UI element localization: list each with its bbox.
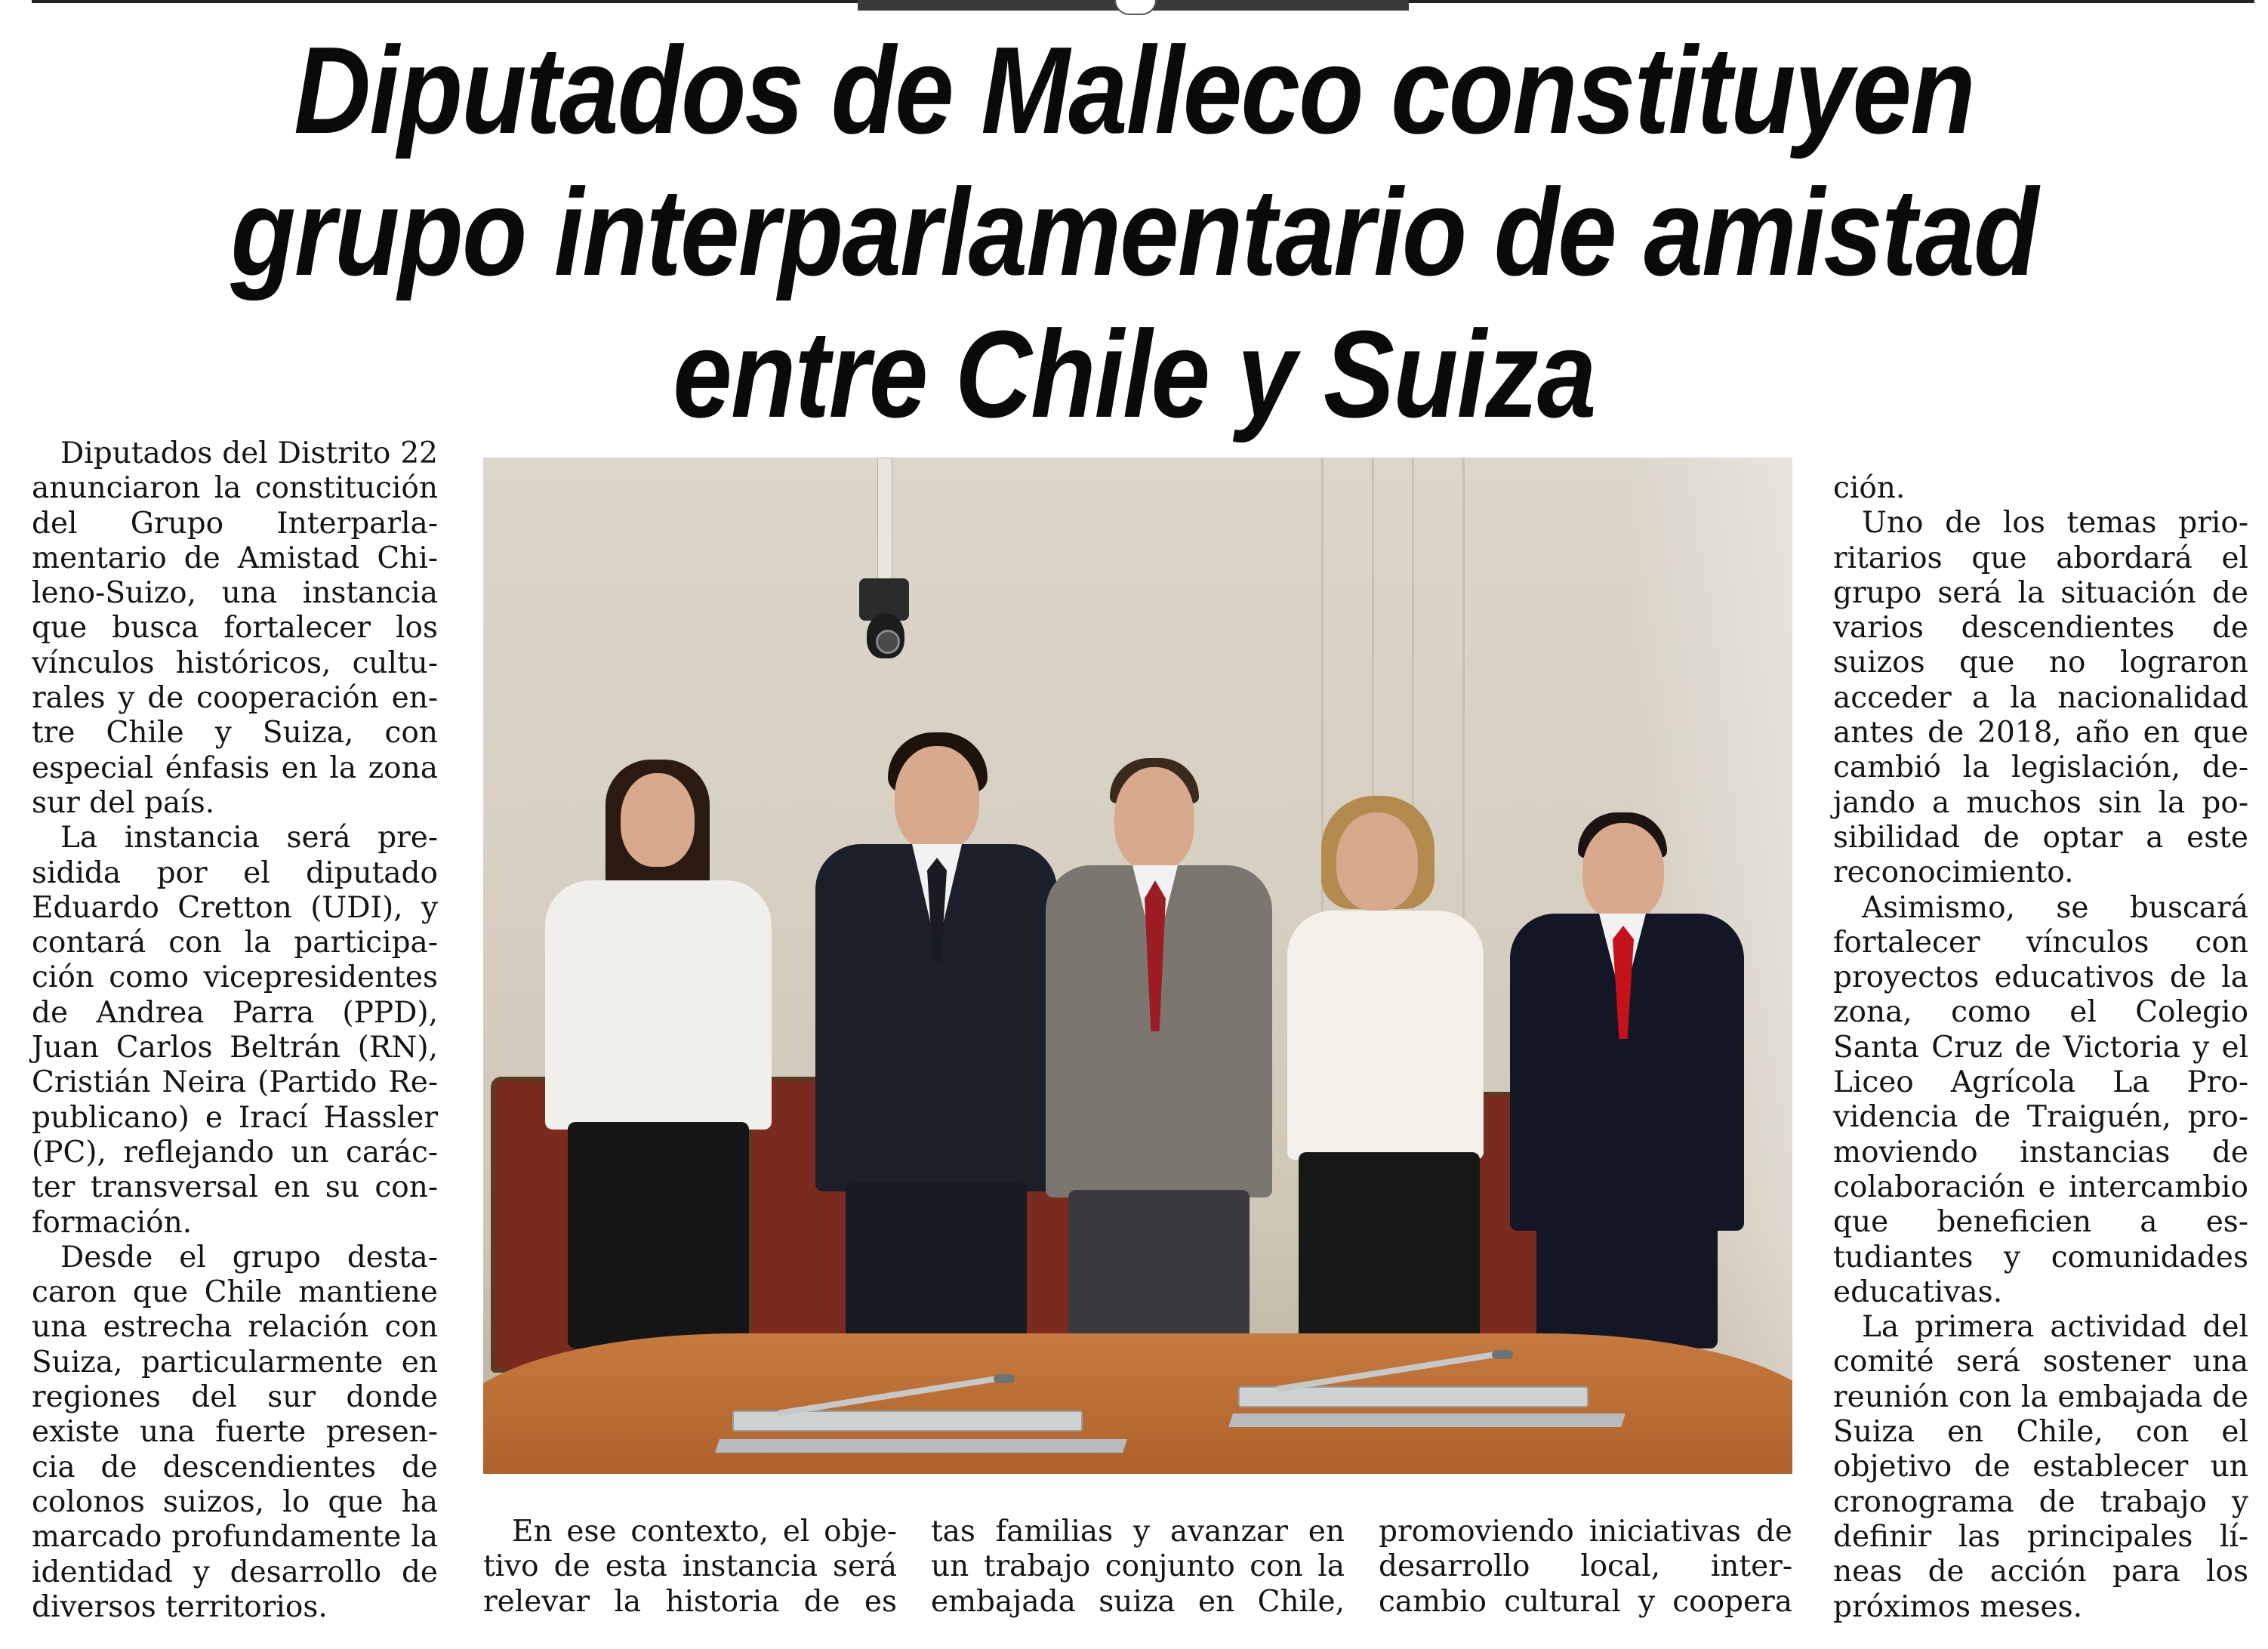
- paragraph: Uno de los temas prioritarios que abordará el grupo será la situación de varios descendientes de suizos que no lograron acceder a la nacionalidad antes de 2018, año en que cambió la legislación, dejando a muchos sin la posibilidad de optar a este reconocimiento.: [1833, 506, 2248, 890]
- article-column-3: [931, 1515, 1345, 1620]
- paragraph: ción.: [1833, 471, 1906, 505]
- paragraph: La instancia será presidida por el diputado Eduardo Cretton (UDI), y contará con la participación como vicepresidentes de Andrea Parra (PPD), Juan Carlos Beltrán (RN), Cristián Neira (Partido Republicano) e Iracı́ Hassler (PC), reflejando un carácter transversal en su conformación.: [32, 821, 438, 1240]
- headline-line-2: grupo interparlamentario de amistad: [230, 163, 2038, 301]
- paragraph: En ese contexto, el objetivo de esta instancia será relevar la historia de es: [483, 1515, 897, 1619]
- paragraph: promoviendo iniciativas de desarrollo local, intercambio cultural y coopera: [1379, 1515, 1792, 1619]
- paragraph: Diputados del Distrito 22 anunciaron la constitución del Grupo Interparlamentario de Amistad Chileno-Suizo, una instancia que busca fortalecer los vínculos históricos, culturales y de cooperación entre Chile y Suiza, con especial énfasis en la zona sur del país.: [32, 436, 438, 820]
- article-column-5: [1833, 471, 2248, 1625]
- paragraph: La primera actividad del comité será sostener una reunión con la embajada de Suiza en Chile, con el objetivo de establecer un cronograma de trabajo y definir las principales líneas de acción para los próximos meses.: [1833, 1310, 2248, 1624]
- headline-line-3: entre Chile y Suiza: [673, 305, 1595, 443]
- headline: [185, 20, 2084, 445]
- emblem-icon: [1114, 0, 1157, 15]
- article-column-2: [483, 1515, 897, 1620]
- conference-table: [483, 1333, 1792, 1474]
- paragraph: tas familias y avanzar en un trabajo conjunto con la embajada suiza en Chile,: [931, 1515, 1345, 1619]
- news-photo: [483, 458, 1792, 1474]
- camera-mount: [877, 458, 892, 587]
- headline-line-1: Diputados de Malleco constituyen: [294, 21, 1974, 159]
- paragraph: Desde el grupo destacaron que Chile mantiene una estrecha relación con Suiza, particularmente en regiones del sur donde existe una fuerte presencia de descendientes de colonos suizos, lo que ha marcado profundamente la identidad y desarrollo de diversos territorios.: [32, 1240, 438, 1624]
- camera-lens: [876, 630, 900, 654]
- article-column-1: [32, 436, 438, 1625]
- paragraph: Asimismo, se buscará fortalecer vínculos con proyectos educativos de la zona, como el Colegio Santa Cruz de Victoria y el Liceo Agrícola La Providencia de Traiguén, promoviendo instancias de colaboración e intercambio que beneficien a estudiantes y comunidades educativas.: [1833, 890, 2248, 1309]
- article-column-4: [1379, 1515, 1792, 1620]
